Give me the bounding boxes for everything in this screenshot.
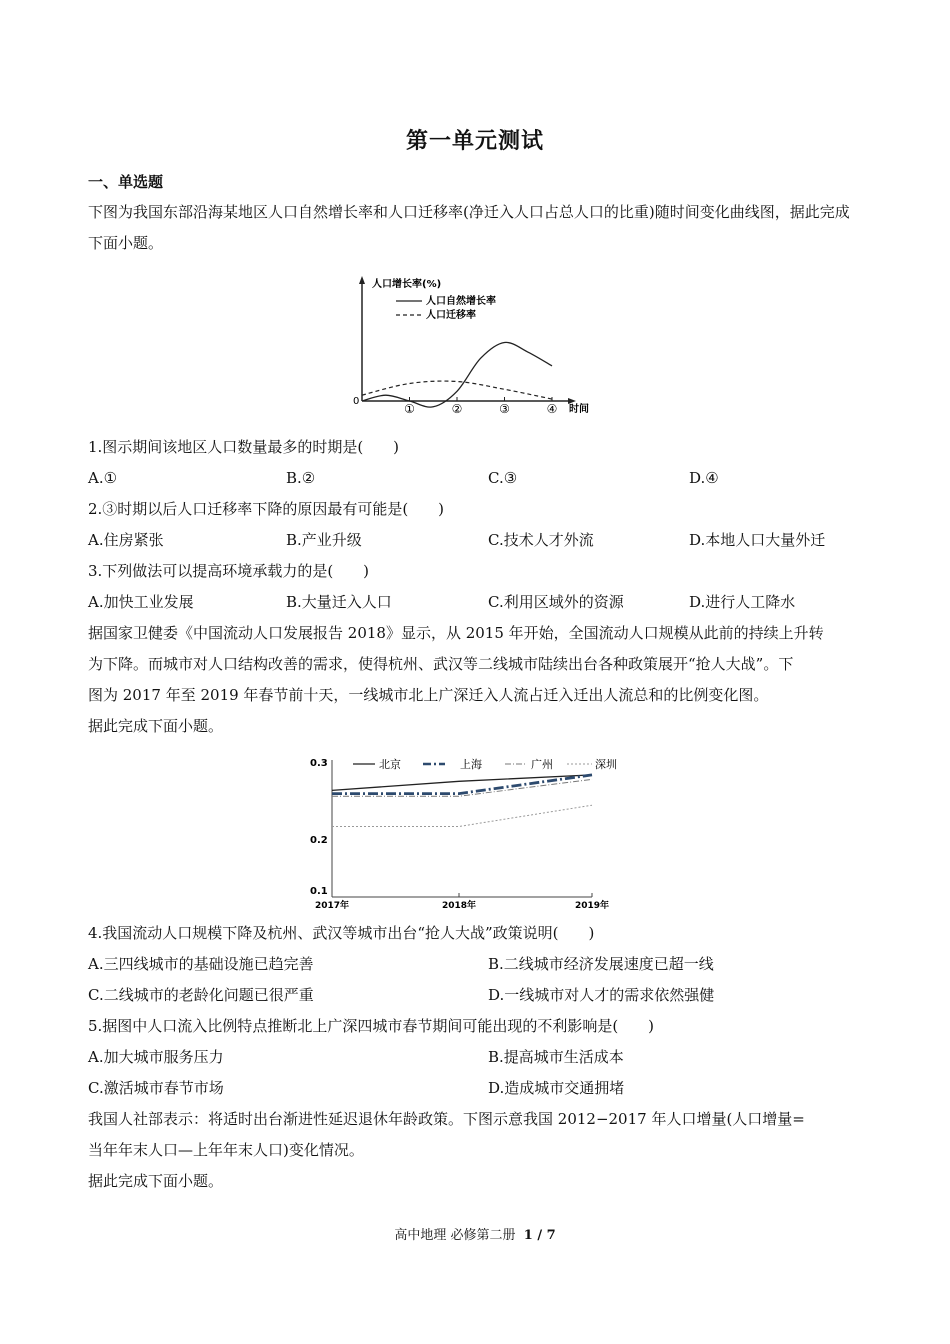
intro-paragraph-3-line-2: 当年年末人口—上年年末人口)变化情况。 <box>88 1141 364 1159</box>
intro-paragraph-2-line-1: 据国家卫健委《中国流动人口发展报告 2018》显示，从 2015 年开始，全国流动人口规模从此前的持续上升转 <box>88 624 824 642</box>
page-footer <box>0 1224 950 1243</box>
section-heading: 一、单选题 <box>88 173 164 191</box>
q5-option-b[interactable]: B.提高城市生活成本 <box>488 1048 624 1066</box>
q3-option-b[interactable]: B.大量迁入人口 <box>286 593 392 611</box>
legend-shanghai: 上海 <box>460 758 482 771</box>
city-inflow-chart <box>305 752 635 912</box>
legend-guangzhou: 广州 <box>531 758 553 771</box>
q1-stem: 1.图示期间该地区人口数量最多的时期是( ) <box>88 438 400 456</box>
chart2-ytick-03: 0.3 <box>310 758 328 769</box>
intro-paragraph-2-line-4: 据此完成下面小题。 <box>88 717 224 735</box>
intro-paragraph-1: 下图为我国东部沿海某地区人口自然增长率和人口迁移率(净迁入人口占总人口的比重)随时间变化曲线图，据此完成下面小题。 <box>88 203 850 252</box>
shenzhen-line <box>332 805 592 826</box>
q4-option-d[interactable]: D.一线城市对人才的需求依然强健 <box>488 986 715 1004</box>
chart1-y-arrow <box>359 276 365 284</box>
q1-option-d[interactable]: D.④ <box>689 469 719 487</box>
q1-option-b[interactable]: B.② <box>286 469 316 487</box>
q1-option-c[interactable]: C.③ <box>488 469 518 487</box>
q2-stem: 2.③时期以后人口迁移率下降的原因最有可能是( ) <box>88 500 445 518</box>
chart2-category-label-1: 2017年 <box>314 901 350 911</box>
q2-option-c[interactable]: C.技术人才外流 <box>488 531 594 549</box>
q5-option-c[interactable]: C.激活城市春节市场 <box>88 1079 224 1097</box>
footer-page-number: 1 / 7 <box>523 1228 556 1243</box>
footer-course: 高中地理 必修第二册 <box>394 1228 516 1243</box>
chart1-tick-label-2: ② <box>451 402 463 416</box>
q2-option-a[interactable]: A.住房紧张 <box>88 531 164 549</box>
page-title: 第一单元测试 <box>405 129 544 154</box>
q5-stem: 5.据图中人口流入比例特点推断北上广深四城市春节期间可能出现的不利影响是( ) <box>88 1017 655 1035</box>
chart2-category-label-3: 2019年 <box>574 901 610 911</box>
q3-option-c[interactable]: C.利用区域外的资源 <box>488 593 624 611</box>
migration-line <box>362 381 552 399</box>
q5-option-d[interactable]: D.造成城市交通拥堵 <box>488 1079 625 1097</box>
legend-natural-growth: 人口自然增长率 <box>426 296 496 307</box>
chart1-xlabel: 时间 <box>569 404 589 415</box>
chart1-ylabel: 人口增长率(%) <box>372 279 442 290</box>
intro-paragraph-2-line-2: 为下降。而城市对人口结构改善的需求，使得杭州、武汉等二线城市陆续出台各种政策展开“抢人大战”。下 <box>88 655 794 673</box>
q3-option-d[interactable]: D.进行人工降水 <box>689 593 796 611</box>
q3-stem: 3.下列做法可以提高环境承载力的是( ) <box>88 562 370 580</box>
chart1-tick-label-4: ④ <box>546 402 558 416</box>
chart2-category-label-2: 2018年 <box>441 901 477 911</box>
q2-option-b[interactable]: B.产业升级 <box>286 531 362 549</box>
q5-option-a[interactable]: A.加大城市服务压力 <box>88 1048 224 1066</box>
chart1-tick-label-3: ③ <box>499 402 510 416</box>
chart1-tick-label-1: ① <box>404 402 415 416</box>
population-growth-chart <box>340 270 610 420</box>
q4-stem: 4.我国流动人口规模下降及杭州、武汉等城市出台“抢人大战”政策说明( ) <box>88 924 595 942</box>
legend-shenzhen: 深圳 <box>595 758 617 771</box>
legend-beijing: 北京 <box>379 758 401 771</box>
chart2-ytick-02: 0.2 <box>310 835 328 846</box>
q3-option-a[interactable]: A.加快工业发展 <box>88 593 194 611</box>
beijing-line <box>332 775 592 791</box>
chart2-ytick-01: 0.1 <box>310 886 328 897</box>
chart1-origin: 0 <box>353 396 360 407</box>
q1-option-a[interactable]: A.① <box>88 469 118 487</box>
intro-paragraph-3-line-3: 据此完成下面小题。 <box>88 1172 224 1190</box>
q4-option-a[interactable]: A.三四线城市的基础设施已趋完善 <box>88 955 314 973</box>
q4-option-b[interactable]: B.二线城市经济发展速度已超一线 <box>488 955 714 973</box>
q2-option-d[interactable]: D.本地人口大量外迁 <box>689 531 826 549</box>
legend-migration: 人口迁移率 <box>426 310 476 321</box>
intro-paragraph-3-line-1: 我国人社部表示：将适时出台渐进性延迟退休年龄政策。下图示意我国 2012−2017 年人口增量(人口增量= <box>88 1110 805 1128</box>
intro-paragraph-2-line-3: 图为 2017 年至 2019 年春节前十天，一线城市北上广深迁入人流占迁入迁出人流总和的比例变化图。 <box>88 686 769 704</box>
q4-option-c[interactable]: C.二线城市的老龄化问题已很严重 <box>88 986 314 1004</box>
